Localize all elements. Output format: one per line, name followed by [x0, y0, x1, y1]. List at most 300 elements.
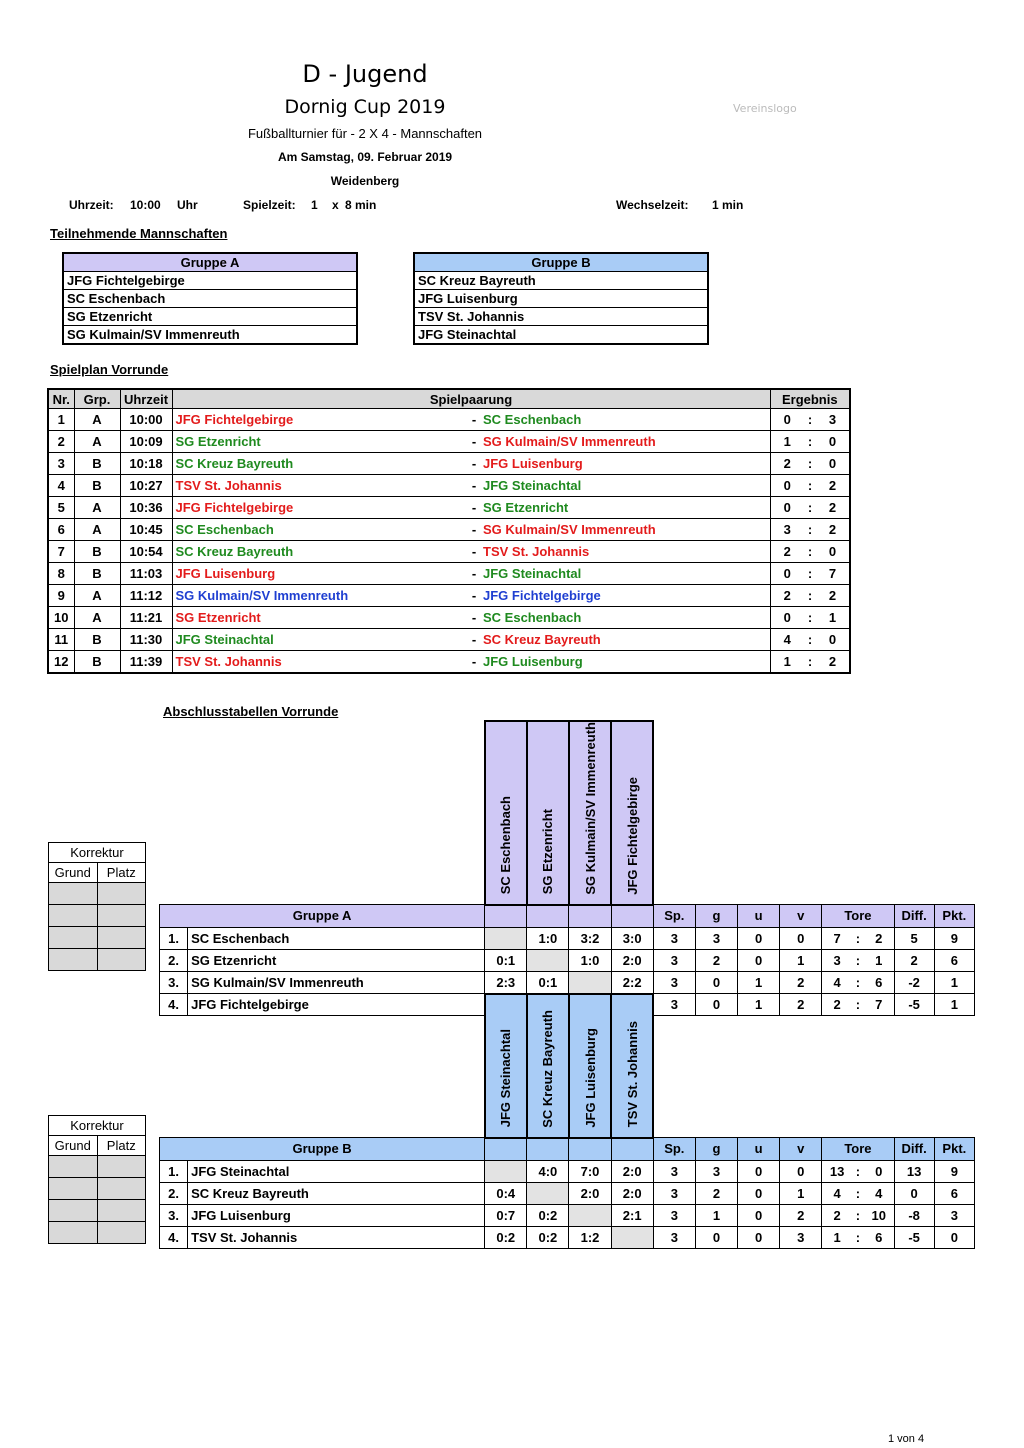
opponent-header: [485, 994, 527, 1138]
result-colon: :: [804, 475, 816, 497]
games: 3: [653, 1226, 695, 1248]
match-group: B: [74, 629, 120, 651]
match-time: 10:18: [120, 453, 172, 475]
match-time: 10:00: [120, 409, 172, 431]
standings-row: [160, 927, 975, 949]
pairing-dash: -: [468, 431, 480, 453]
col-goals: Tore: [822, 1138, 894, 1161]
home-team: JFG Fichtelgebirge: [172, 497, 468, 519]
match-row: [48, 541, 850, 563]
group-a-team: SG Etzenricht: [63, 308, 357, 326]
vertical-header-row: [160, 994, 975, 1138]
group-b-teams: [413, 252, 709, 345]
team-name: JFG Luisenburg: [188, 1204, 485, 1226]
home-team: JFG Luisenburg: [172, 563, 468, 585]
draws: 0: [738, 927, 780, 949]
pairing-dash: -: [468, 607, 480, 629]
match-time: 10:45: [120, 519, 172, 541]
correction-cell[interactable]: [49, 1200, 98, 1222]
correction-cell[interactable]: [97, 883, 146, 905]
head-to-head-result: 2:0: [611, 1182, 653, 1204]
match-row: [48, 563, 850, 585]
home-goals: 2: [770, 453, 804, 475]
match-number: 7: [48, 541, 74, 563]
pairing-dash: -: [468, 563, 480, 585]
head-to-head-result: 0:4: [485, 1182, 527, 1204]
club-logo-placeholder: Vereinslogo: [733, 102, 797, 115]
points: 6: [934, 1182, 974, 1204]
match-number: 4: [48, 475, 74, 497]
change-time-value: 1 min: [712, 198, 744, 212]
match-row: [48, 651, 850, 674]
home-team: JFG Fichtelgebirge: [172, 409, 468, 431]
opponent-header-cell: [569, 905, 611, 928]
home-goals: 0: [770, 497, 804, 519]
opponent-header: [611, 994, 653, 1138]
head-to-head-result: 0:2: [527, 1226, 569, 1248]
result-colon: :: [804, 541, 816, 563]
home-goals: 1: [770, 651, 804, 674]
match-time: 11:12: [120, 585, 172, 607]
rank: 1.: [160, 927, 188, 949]
games: 3: [653, 927, 695, 949]
col-time: Uhrzeit: [120, 389, 172, 409]
match-time: 11:03: [120, 563, 172, 585]
schedule-table: [47, 388, 851, 674]
match-group: A: [74, 497, 120, 519]
away-goals: 0: [816, 629, 850, 651]
col-nr: Nr.: [48, 389, 74, 409]
change-time-label: Wechselzeit:: [616, 198, 689, 212]
head-to-head-result: 0:1: [527, 971, 569, 993]
goals-for: 4: [822, 971, 852, 993]
rank: 1.: [160, 1160, 188, 1182]
group-a-teams: [62, 252, 358, 345]
correction-title: Korrektur: [49, 1116, 146, 1136]
points: 1: [934, 971, 974, 993]
opponent-name: SC Eschenbach: [498, 796, 514, 895]
points: 0: [934, 1226, 974, 1248]
correction-cell[interactable]: [97, 1200, 146, 1222]
head-to-head-result: 1:0: [527, 927, 569, 949]
correction-place-header: Platz: [97, 863, 146, 883]
group-b-team: JFG Luisenburg: [414, 290, 708, 308]
goals-colon: :: [852, 971, 864, 993]
correction-cell[interactable]: [49, 1222, 98, 1244]
team-name: TSV St. Johannis: [188, 1226, 485, 1248]
goals-colon: :: [852, 993, 864, 1015]
games: 3: [653, 1204, 695, 1226]
pairing-dash: -: [468, 497, 480, 519]
match-row: [48, 629, 850, 651]
col-pairing: Spielpaarung: [172, 389, 770, 409]
match-row: [48, 431, 850, 453]
group-b-title: Gruppe B: [414, 253, 708, 272]
opponent-header-cell: [611, 1138, 653, 1161]
pairing-dash: -: [468, 585, 480, 607]
games: 3: [653, 971, 695, 993]
match-time: 10:27: [120, 475, 172, 497]
match-number: 9: [48, 585, 74, 607]
opponent-name: SG Etzenricht: [540, 809, 556, 895]
correction-reason-header: Grund: [49, 1136, 98, 1156]
teams-heading: Teilnehmende Mannschaften: [50, 226, 228, 241]
col-losses: v: [780, 905, 822, 928]
match-number: 12: [48, 651, 74, 674]
away-team: SC Kreuz Bayreuth: [480, 629, 770, 651]
head-to-head-result: 1:2: [569, 1226, 611, 1248]
points: 9: [934, 1160, 974, 1182]
goals-colon: :: [852, 949, 864, 971]
col-draws: u: [738, 905, 780, 928]
opponent-header-cell: [611, 905, 653, 928]
correction-cell[interactable]: [49, 949, 98, 971]
wins: 3: [695, 1160, 737, 1182]
match-group: B: [74, 563, 120, 585]
head-to-head-result: 2:2: [611, 971, 653, 993]
opponent-header-cell: [569, 1138, 611, 1161]
home-goals: 0: [770, 563, 804, 585]
head-to-head-result: 2:3: [485, 971, 527, 993]
goals-against: 0: [864, 1160, 894, 1182]
result-colon: :: [804, 629, 816, 651]
col-wins: g: [695, 905, 737, 928]
goals-for: 7: [822, 927, 852, 949]
team-name: JFG Steinachtal: [188, 1160, 485, 1182]
correction-cell[interactable]: [97, 1178, 146, 1200]
col-losses: v: [780, 1138, 822, 1161]
result-colon: :: [804, 497, 816, 519]
rank: 3.: [160, 1204, 188, 1226]
home-team: SG Kulmain/SV Immenreuth: [172, 585, 468, 607]
away-goals: 2: [816, 475, 850, 497]
away-team: JFG Luisenburg: [480, 651, 770, 674]
game-time-value: 8 min: [345, 198, 377, 212]
points: 9: [934, 927, 974, 949]
opponent-name: JFG Fichtelgebirge: [624, 776, 640, 895]
home-goals: 0: [770, 475, 804, 497]
head-to-head-result: 0:7: [485, 1204, 527, 1226]
schedule-heading: Spielplan Vorrunde: [50, 362, 169, 377]
away-goals: 2: [816, 497, 850, 519]
away-team: TSV St. Johannis: [480, 541, 770, 563]
match-number: 3: [48, 453, 74, 475]
match-group: A: [74, 409, 120, 431]
wins: 2: [695, 949, 737, 971]
correction-cell[interactable]: [49, 1178, 98, 1200]
game-time-count: 1: [311, 198, 318, 212]
team-name: SG Kulmain/SV Immenreuth: [188, 971, 485, 993]
match-number: 6: [48, 519, 74, 541]
draws: 1: [738, 993, 780, 1015]
match-row: [48, 409, 850, 431]
game-time-times: x: [332, 198, 339, 212]
match-number: 1: [48, 409, 74, 431]
wins: 2: [695, 1182, 737, 1204]
goals-for: 4: [822, 1182, 852, 1204]
head-to-head-result: [569, 971, 611, 993]
home-team: TSV St. Johannis: [172, 475, 468, 497]
head-to-head-result: 2:0: [611, 949, 653, 971]
result-colon: :: [804, 519, 816, 541]
home-team: SC Kreuz Bayreuth: [172, 541, 468, 563]
standings-header-row: [160, 905, 975, 928]
opponent-header: [485, 721, 527, 905]
pairing-dash: -: [468, 651, 480, 674]
home-team: SC Kreuz Bayreuth: [172, 453, 468, 475]
draws: 0: [738, 949, 780, 971]
match-group: A: [74, 585, 120, 607]
result-colon: :: [804, 607, 816, 629]
away-goals: 2: [816, 651, 850, 674]
games: 3: [653, 1182, 695, 1204]
opponent-name: JFG Steinachtal: [498, 1029, 514, 1128]
head-to-head-result: 2:0: [611, 1160, 653, 1182]
rank: 2.: [160, 949, 188, 971]
team-name: SC Kreuz Bayreuth: [188, 1182, 485, 1204]
head-to-head-result: [527, 949, 569, 971]
head-to-head-result: [569, 1204, 611, 1226]
match-time: 11:30: [120, 629, 172, 651]
vertical-header-row: [160, 721, 975, 905]
home-team: SG Etzenricht: [172, 607, 468, 629]
away-team: SG Etzenricht: [480, 497, 770, 519]
group-title: Gruppe A: [160, 905, 485, 928]
draws: 0: [738, 1160, 780, 1182]
spacer: [653, 994, 974, 1138]
tournament-place: Weidenberg: [330, 174, 400, 188]
opponent-header: [527, 994, 569, 1138]
match-time: 11:21: [120, 607, 172, 629]
away-goals: 0: [816, 541, 850, 563]
away-team: SC Eschenbach: [480, 607, 770, 629]
goals-colon: :: [852, 1182, 864, 1204]
home-goals: 4: [770, 629, 804, 651]
points: 1: [934, 993, 974, 1015]
correction-cell[interactable]: [97, 949, 146, 971]
goals-for: 3: [822, 949, 852, 971]
head-to-head-result: 3:2: [569, 927, 611, 949]
start-time-value: 10:00: [130, 198, 161, 212]
team-name: SG Etzenricht: [188, 949, 485, 971]
group-b-team: SC Kreuz Bayreuth: [414, 272, 708, 290]
group-title: Gruppe B: [160, 1138, 485, 1161]
head-to-head-result: [485, 1160, 527, 1182]
goals-against: 2: [864, 927, 894, 949]
away-team: SC Eschenbach: [480, 409, 770, 431]
head-to-head-result: 0:1: [485, 949, 527, 971]
goals-colon: :: [852, 1204, 864, 1226]
away-goals: 0: [816, 431, 850, 453]
match-group: A: [74, 607, 120, 629]
home-team: SC Eschenbach: [172, 519, 468, 541]
opponent-name: SG Kulmain/SV Immenreuth: [582, 722, 598, 895]
away-team: JFG Steinachtal: [480, 563, 770, 585]
match-row: [48, 585, 850, 607]
opponent-header: [611, 721, 653, 905]
home-goals: 3: [770, 519, 804, 541]
match-row: [48, 453, 850, 475]
goal-difference: 5: [894, 927, 934, 949]
col-games: Sp.: [653, 905, 695, 928]
match-number: 2: [48, 431, 74, 453]
wins: 3: [695, 927, 737, 949]
opponent-header-cell: [485, 905, 527, 928]
opponent-header-cell: [527, 1138, 569, 1161]
correction-cell[interactable]: [97, 927, 146, 949]
losses: 1: [780, 1182, 822, 1204]
goals-against: 10: [864, 1204, 894, 1226]
col-diff: Diff.: [894, 905, 934, 928]
result-colon: :: [804, 563, 816, 585]
standings-row: [160, 971, 975, 993]
standings-row: [160, 1226, 975, 1248]
home-goals: 2: [770, 585, 804, 607]
goals-against: 6: [864, 971, 894, 993]
correction-box-b: [48, 1115, 146, 1244]
correction-cell[interactable]: [49, 905, 98, 927]
rank: 4.: [160, 993, 188, 1015]
opponent-header: [569, 721, 611, 905]
standings-group-a: [159, 720, 975, 1016]
away-team: SG Kulmain/SV Immenreuth: [480, 431, 770, 453]
standings-group-b: [159, 993, 975, 1249]
losses: 1: [780, 949, 822, 971]
home-team: JFG Steinachtal: [172, 629, 468, 651]
away-goals: 2: [816, 519, 850, 541]
match-row: [48, 497, 850, 519]
match-row: [48, 607, 850, 629]
head-to-head-result: 7:0: [569, 1160, 611, 1182]
match-number: 8: [48, 563, 74, 585]
losses: 0: [780, 1160, 822, 1182]
goal-difference: -2: [894, 971, 934, 993]
goals-against: 4: [864, 1182, 894, 1204]
result-colon: :: [804, 651, 816, 674]
head-to-head-result: [611, 1226, 653, 1248]
match-number: 11: [48, 629, 74, 651]
head-to-head-result: 2:0: [569, 1182, 611, 1204]
head-to-head-result: 1:0: [569, 949, 611, 971]
pairing-dash: -: [468, 629, 480, 651]
away-goals: 3: [816, 409, 850, 431]
match-group: B: [74, 475, 120, 497]
correction-cell[interactable]: [97, 905, 146, 927]
opponent-name: TSV St. Johannis: [624, 1021, 640, 1128]
group-b-team: JFG Steinachtal: [414, 326, 708, 345]
correction-place-header: Platz: [97, 1136, 146, 1156]
tournament-date: Am Samstag, 09. Februar 2019: [277, 150, 453, 164]
game-time-label: Spielzeit:: [243, 198, 296, 212]
losses: 2: [780, 993, 822, 1015]
spacer: [160, 721, 485, 905]
match-row: [48, 475, 850, 497]
standings-row: [160, 1204, 975, 1226]
start-time-unit: Uhr: [177, 198, 198, 212]
away-team: JFG Luisenburg: [480, 453, 770, 475]
goals-against: 6: [864, 1226, 894, 1248]
match-time: 10:36: [120, 497, 172, 519]
points: 6: [934, 949, 974, 971]
page-number: 1 von 4: [888, 1433, 925, 1445]
goal-difference: 2: [894, 949, 934, 971]
goal-difference: 0: [894, 1182, 934, 1204]
result-colon: :: [804, 409, 816, 431]
losses: 2: [780, 1204, 822, 1226]
correction-cell[interactable]: [49, 883, 98, 905]
away-team: SG Kulmain/SV Immenreuth: [480, 519, 770, 541]
away-goals: 2: [816, 585, 850, 607]
home-goals: 1: [770, 431, 804, 453]
opponent-header: [569, 994, 611, 1138]
draws: 1: [738, 971, 780, 993]
team-name: SC Eschenbach: [188, 927, 485, 949]
draws: 0: [738, 1204, 780, 1226]
correction-reason-header: Grund: [49, 863, 98, 883]
start-time-label: Uhrzeit:: [69, 198, 114, 212]
correction-cell[interactable]: [97, 1156, 146, 1178]
correction-cell[interactable]: [49, 927, 98, 949]
wins: 0: [695, 1226, 737, 1248]
correction-cell[interactable]: [97, 1222, 146, 1244]
col-games: Sp.: [653, 1138, 695, 1161]
goals-colon: :: [852, 1226, 864, 1248]
head-to-head-result: 0:2: [485, 1226, 527, 1248]
wins: 0: [695, 993, 737, 1015]
match-number: 5: [48, 497, 74, 519]
games: 3: [653, 949, 695, 971]
goal-difference: -5: [894, 993, 934, 1015]
losses: 2: [780, 971, 822, 993]
result-colon: :: [804, 453, 816, 475]
home-goals: 2: [770, 541, 804, 563]
away-goals: 7: [816, 563, 850, 585]
rank: 3.: [160, 971, 188, 993]
col-points: Pkt.: [934, 905, 974, 928]
page-subtitle: Dornig Cup 2019: [284, 96, 446, 118]
tournament-description: Fußballturnier für - 2 X 4 - Mannschaften: [247, 126, 483, 141]
match-group: A: [74, 519, 120, 541]
match-time: 10:09: [120, 431, 172, 453]
match-group: B: [74, 453, 120, 475]
col-diff: Diff.: [894, 1138, 934, 1161]
opponent-header-cell: [527, 905, 569, 928]
goals-colon: :: [852, 927, 864, 949]
goal-difference: 13: [894, 1160, 934, 1182]
col-goals: Tore: [822, 905, 894, 928]
opponent-header-cell: [485, 1138, 527, 1161]
col-wins: g: [695, 1138, 737, 1161]
pairing-dash: -: [468, 541, 480, 563]
col-points: Pkt.: [934, 1138, 974, 1161]
goals-for: 1: [822, 1226, 852, 1248]
match-group: A: [74, 431, 120, 453]
group-a-team: SC Eschenbach: [63, 290, 357, 308]
correction-cell[interactable]: [49, 1156, 98, 1178]
standings-heading: Abschlusstabellen Vorrunde: [163, 704, 339, 719]
spacer: [653, 721, 974, 905]
goals-for: 2: [822, 1204, 852, 1226]
head-to-head-result: 4:0: [527, 1160, 569, 1182]
head-to-head-result: [527, 1182, 569, 1204]
result-colon: :: [804, 431, 816, 453]
correction-box-a: [48, 842, 146, 971]
home-goals: 0: [770, 409, 804, 431]
wins: 0: [695, 971, 737, 993]
result-colon: :: [804, 585, 816, 607]
away-team: JFG Fichtelgebirge: [480, 585, 770, 607]
correction-title: Korrektur: [49, 843, 146, 863]
